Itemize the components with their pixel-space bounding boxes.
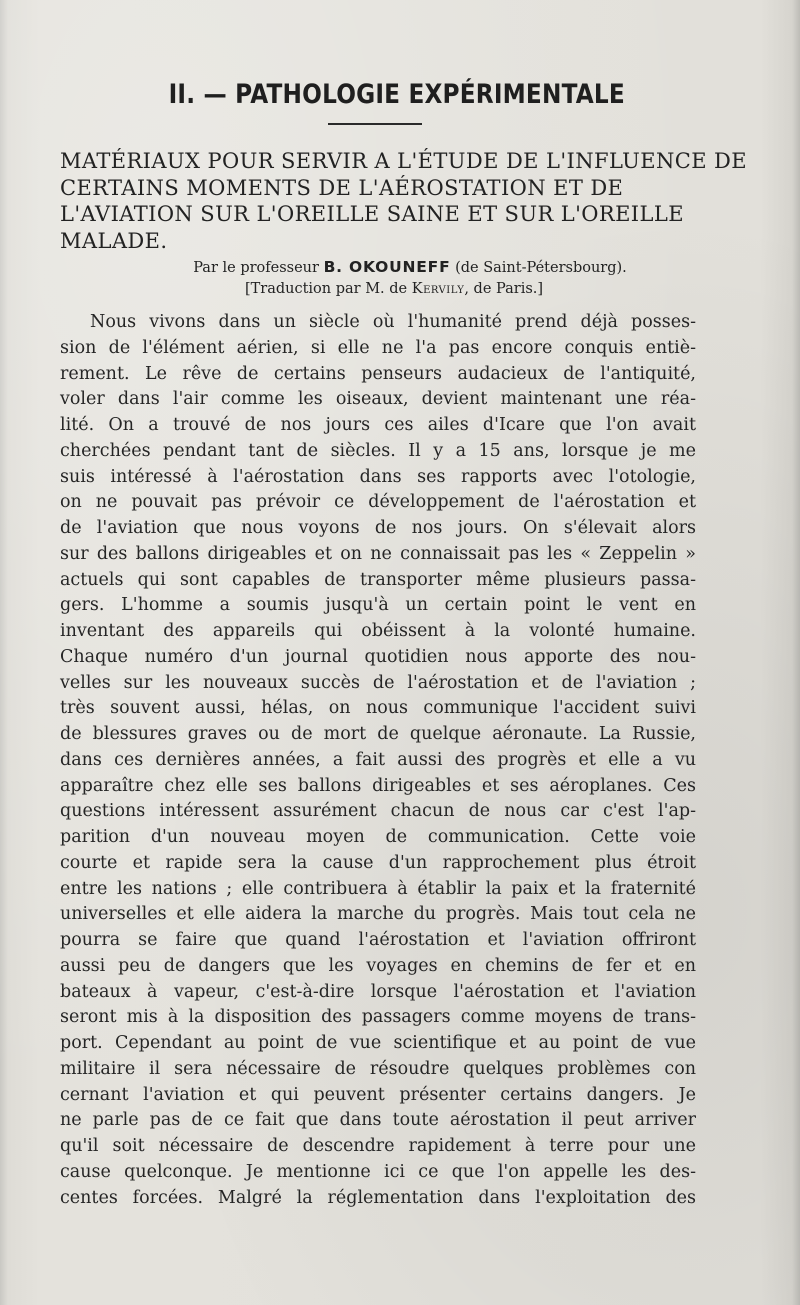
body-line: pourra se faire que quand l'aérostation et l'aviation offriront xyxy=(60,930,696,950)
body-line: militaire il sera nécessaire de résoudre quelques problèmes con xyxy=(60,1058,696,1079)
body-line: cherchées pendant tant de siècles. Il y a 15 ans, lorsque je me xyxy=(60,440,696,461)
body-line: on ne pouvait pas prévoir ce développement de l'aérostation et xyxy=(60,492,696,513)
body-line: inventant des appareils qui obéissent à la volonté humaine. xyxy=(60,621,696,641)
body-line: seront mis à la disposition des passagers comme moyens de trans- xyxy=(60,1007,696,1028)
body-line: Nous vivons dans un siècle où l'humanité prend déjà posses- xyxy=(90,312,696,332)
body-line: de blessures graves ou de mort de quelque aéronaute. La Russie, xyxy=(60,724,696,744)
body-line: de l'aviation que nous voyons de nos jours. On s'élevait alors xyxy=(60,518,696,538)
body-line: gers. L'homme a soumis jusqu'à un certain point le vent en xyxy=(60,595,696,616)
body-line: sur des ballons dirigeables et on ne connaissait pas les « Zeppelin » xyxy=(60,543,696,564)
author-name: B. OKOUNEFF xyxy=(323,258,451,276)
body-line: entre les nations ; elle contribuera à établir la paix et la fraternité xyxy=(60,878,696,899)
body-line: qu'il soit nécessaire de descendre rapidement à terre pour une xyxy=(60,1136,696,1156)
translation-credit xyxy=(0,281,794,297)
byline-prefix: Par le professeur xyxy=(193,260,319,276)
body-line: sion de l'élément aérien, si elle ne l'a pas encore conquis entiè- xyxy=(60,337,696,358)
body-line: cernant l'aviation et qui peuvent présenter certains dangers. Je xyxy=(60,1084,696,1105)
translation-prefix: [Traduction par M. de xyxy=(244,281,408,297)
body-text xyxy=(60,310,696,1211)
body-line: parition d'un nouveau moyen de communication. Cette voie xyxy=(60,827,696,847)
author-affiliation: (de Saint-Pétersbourg). xyxy=(455,260,627,276)
body-line: dans ces dernières années, a fait aussi des progrès et elle a vu xyxy=(60,749,696,770)
body-line: lité. On a trouvé de nos jours ces ailes d'Icare que l'on avait xyxy=(60,415,696,435)
body-line: ne parle pas de ce fait que dans toute aérostation il peut arriver xyxy=(60,1110,696,1131)
body-line: centes forcées. Malgré la réglementation dans l'exploitation des xyxy=(60,1187,696,1208)
translation-suffix: , de Paris.] xyxy=(464,281,544,297)
body-line: aussi peu de dangers que les voyages en chemins de fer et en xyxy=(60,955,696,976)
article-title: MATÉRIAUX POUR SERVIR A L'ÉTUDE DE L'INFLUENCE DE CERTAINS MOMENTS DE L'AÉROSTATION ET DE L'AVIATION SUR L'OREILLE SAINE ET SUR L'OREILLE MALADE. xyxy=(60,149,747,253)
title-rule xyxy=(328,123,422,125)
body-line: questions intéressent assurément chacun de nous car c'est l'ap- xyxy=(60,801,696,822)
body-line: velles sur les nouveaux succès de l'aérostation et de l'aviation ; xyxy=(60,672,696,693)
body-line: bateaux à vapeur, c'est-à-dire lorsque l'aérostation et l'aviation xyxy=(60,981,696,1002)
body-line: universelles et elle aidera la marche du progrès. Mais tout cela ne xyxy=(60,904,696,925)
body-line: suis intéressé à l'aérostation dans ses rapports avec l'otologie, xyxy=(60,466,696,487)
body-line: apparaître chez elle ses ballons dirigeables et ses aéroplanes. Ces xyxy=(60,775,696,796)
translator-name: Kervily xyxy=(411,281,465,297)
body-line: voler dans l'air comme les oiseaux, devient maintenant une réa- xyxy=(60,389,696,410)
body-line: rement. Le rêve de certains penseurs audacieux de l'antiquité, xyxy=(60,363,696,384)
body-line: actuels qui sont capables de transporter même plusieurs passa- xyxy=(60,569,696,590)
body-line: courte et rapide sera la cause d'un rapprochement plus étroit xyxy=(60,852,696,873)
body-line: Chaque numéro d'un journal quotidien nous apporte des nou- xyxy=(60,646,696,667)
body-line: très souvent aussi, hélas, on nous communique l'accident suivi xyxy=(60,698,696,719)
body-line: cause quelconque. Je mentionne ici ce que l'on appelle les des- xyxy=(60,1161,696,1182)
byline xyxy=(10,258,800,276)
body-line: port. Cependant au point de vue scientifique et au point de vue xyxy=(60,1033,696,1053)
section-title: II. — PATHOLOGIE EXPÉRIMENTALE xyxy=(168,79,625,110)
